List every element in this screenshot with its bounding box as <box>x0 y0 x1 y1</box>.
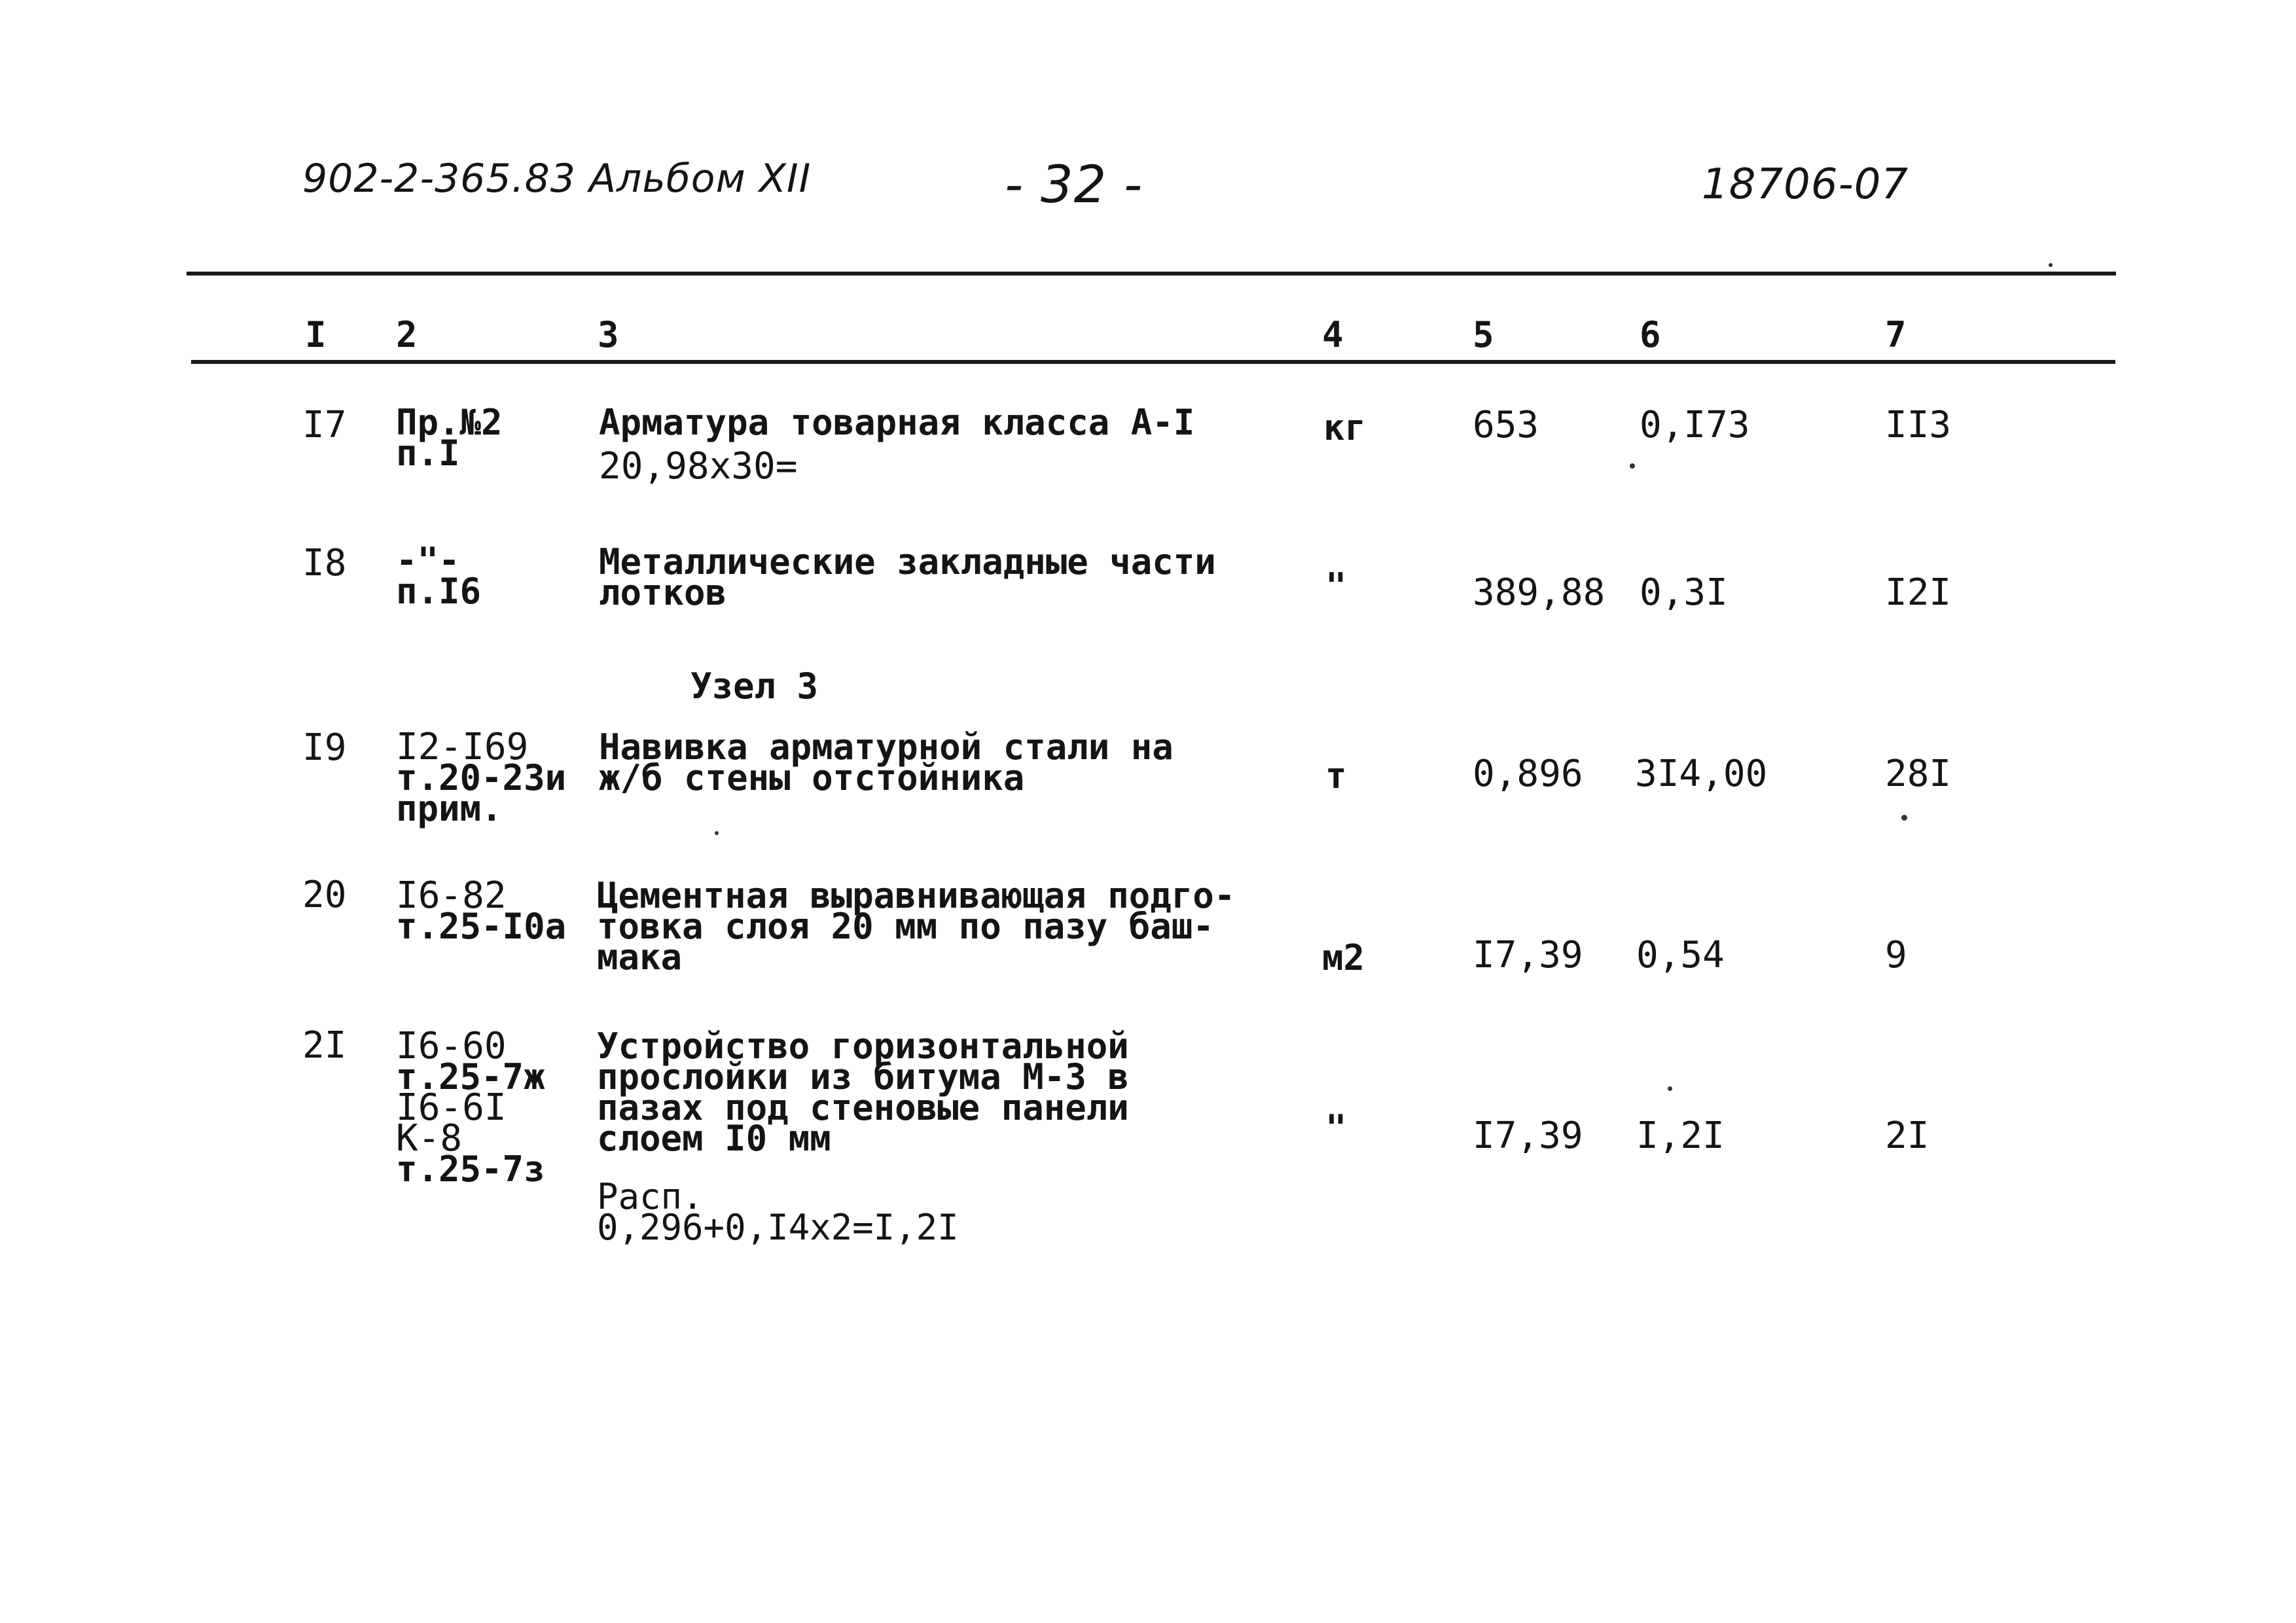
header-rule <box>191 360 2115 364</box>
row-quantity: 653 <box>1473 404 1539 446</box>
col-header-6: 6 <box>1640 314 1661 355</box>
scan-speck <box>1630 463 1635 469</box>
row-unit-price: 3I4,00 <box>1635 753 1768 795</box>
row-unit-price: 0,54 <box>1636 934 1725 976</box>
col-header-5: 5 <box>1473 314 1494 355</box>
row-description: Металлические закладные части лотков <box>599 541 1216 613</box>
row-reference: I6-60 т.25-7ж I6-6I К-8 т.25-7з <box>396 1025 545 1190</box>
row-number: 20 <box>302 874 347 916</box>
row-reference: Пр.№2 п.I <box>396 402 503 474</box>
row-unit-price: I,2I <box>1636 1115 1725 1157</box>
row-description: Арматура товарная класса А-I 20,98х30= <box>599 402 1195 488</box>
row-quantity: I7,39 <box>1473 1115 1583 1157</box>
row-description: Цементная выравнивающая подго- товка слоя 20 мм по пазу баш- мака <box>597 875 1236 978</box>
row-quantity: 389,88 <box>1473 571 1605 614</box>
row-unit: " <box>1325 1107 1347 1149</box>
document-number: 18706-07 <box>1702 160 1909 209</box>
col-header-4: 4 <box>1322 314 1344 355</box>
row-total: 28I <box>1885 753 1952 795</box>
row-unit: т <box>1325 755 1347 796</box>
row-reference: I6-82 т.25-I0а <box>396 874 567 947</box>
row-number: 2I <box>302 1024 347 1067</box>
row-description: Навивка арматурной стали на ж/б стены отстойника <box>599 726 1174 798</box>
page-number: - 32 - <box>1005 156 1143 215</box>
col-header-7: 7 <box>1885 314 1907 355</box>
row-quantity: I7,39 <box>1473 934 1583 976</box>
row-total: II3 <box>1885 404 1952 446</box>
row-total: 9 <box>1885 934 1907 976</box>
row-reference: I2-I69 т.20-23и прим. <box>396 726 567 829</box>
scan-speck <box>715 831 719 835</box>
scan-speck <box>1668 1086 1672 1091</box>
col-header-3: 3 <box>598 314 619 355</box>
row-unit: м2 <box>1322 937 1365 978</box>
scan-speck <box>1901 815 1907 821</box>
col-header-2: 2 <box>396 314 418 355</box>
scan-speck <box>2049 263 2053 267</box>
row-unit: кг <box>1323 407 1367 448</box>
row-quantity: 0,896 <box>1473 753 1583 795</box>
row-number: I9 <box>302 726 347 769</box>
row-number: I7 <box>302 404 347 446</box>
col-header-1: I <box>305 314 327 355</box>
row-unit: " <box>1325 565 1347 607</box>
row-total: 2I <box>1885 1115 1929 1157</box>
document-code: 902-2-365.83 Альбом XII <box>302 156 812 202</box>
row-number: I8 <box>302 542 347 584</box>
row-total: I2I <box>1885 571 1952 614</box>
top-rule <box>187 272 2116 276</box>
row-reference: -"- п.I6 <box>396 540 482 612</box>
row-description: Устройство горизонтальной прослойки из битума М-3 в пазах под стеновые панели слоем I0 мм <box>597 1026 1129 1159</box>
row-unit-price: 0,I73 <box>1640 404 1750 446</box>
section-title: Узел 3 <box>691 666 819 707</box>
row-calculation-note: Расп. 0,296+0,I4х2=I,2I <box>597 1176 959 1248</box>
row-unit-price: 0,3I <box>1640 571 1728 614</box>
